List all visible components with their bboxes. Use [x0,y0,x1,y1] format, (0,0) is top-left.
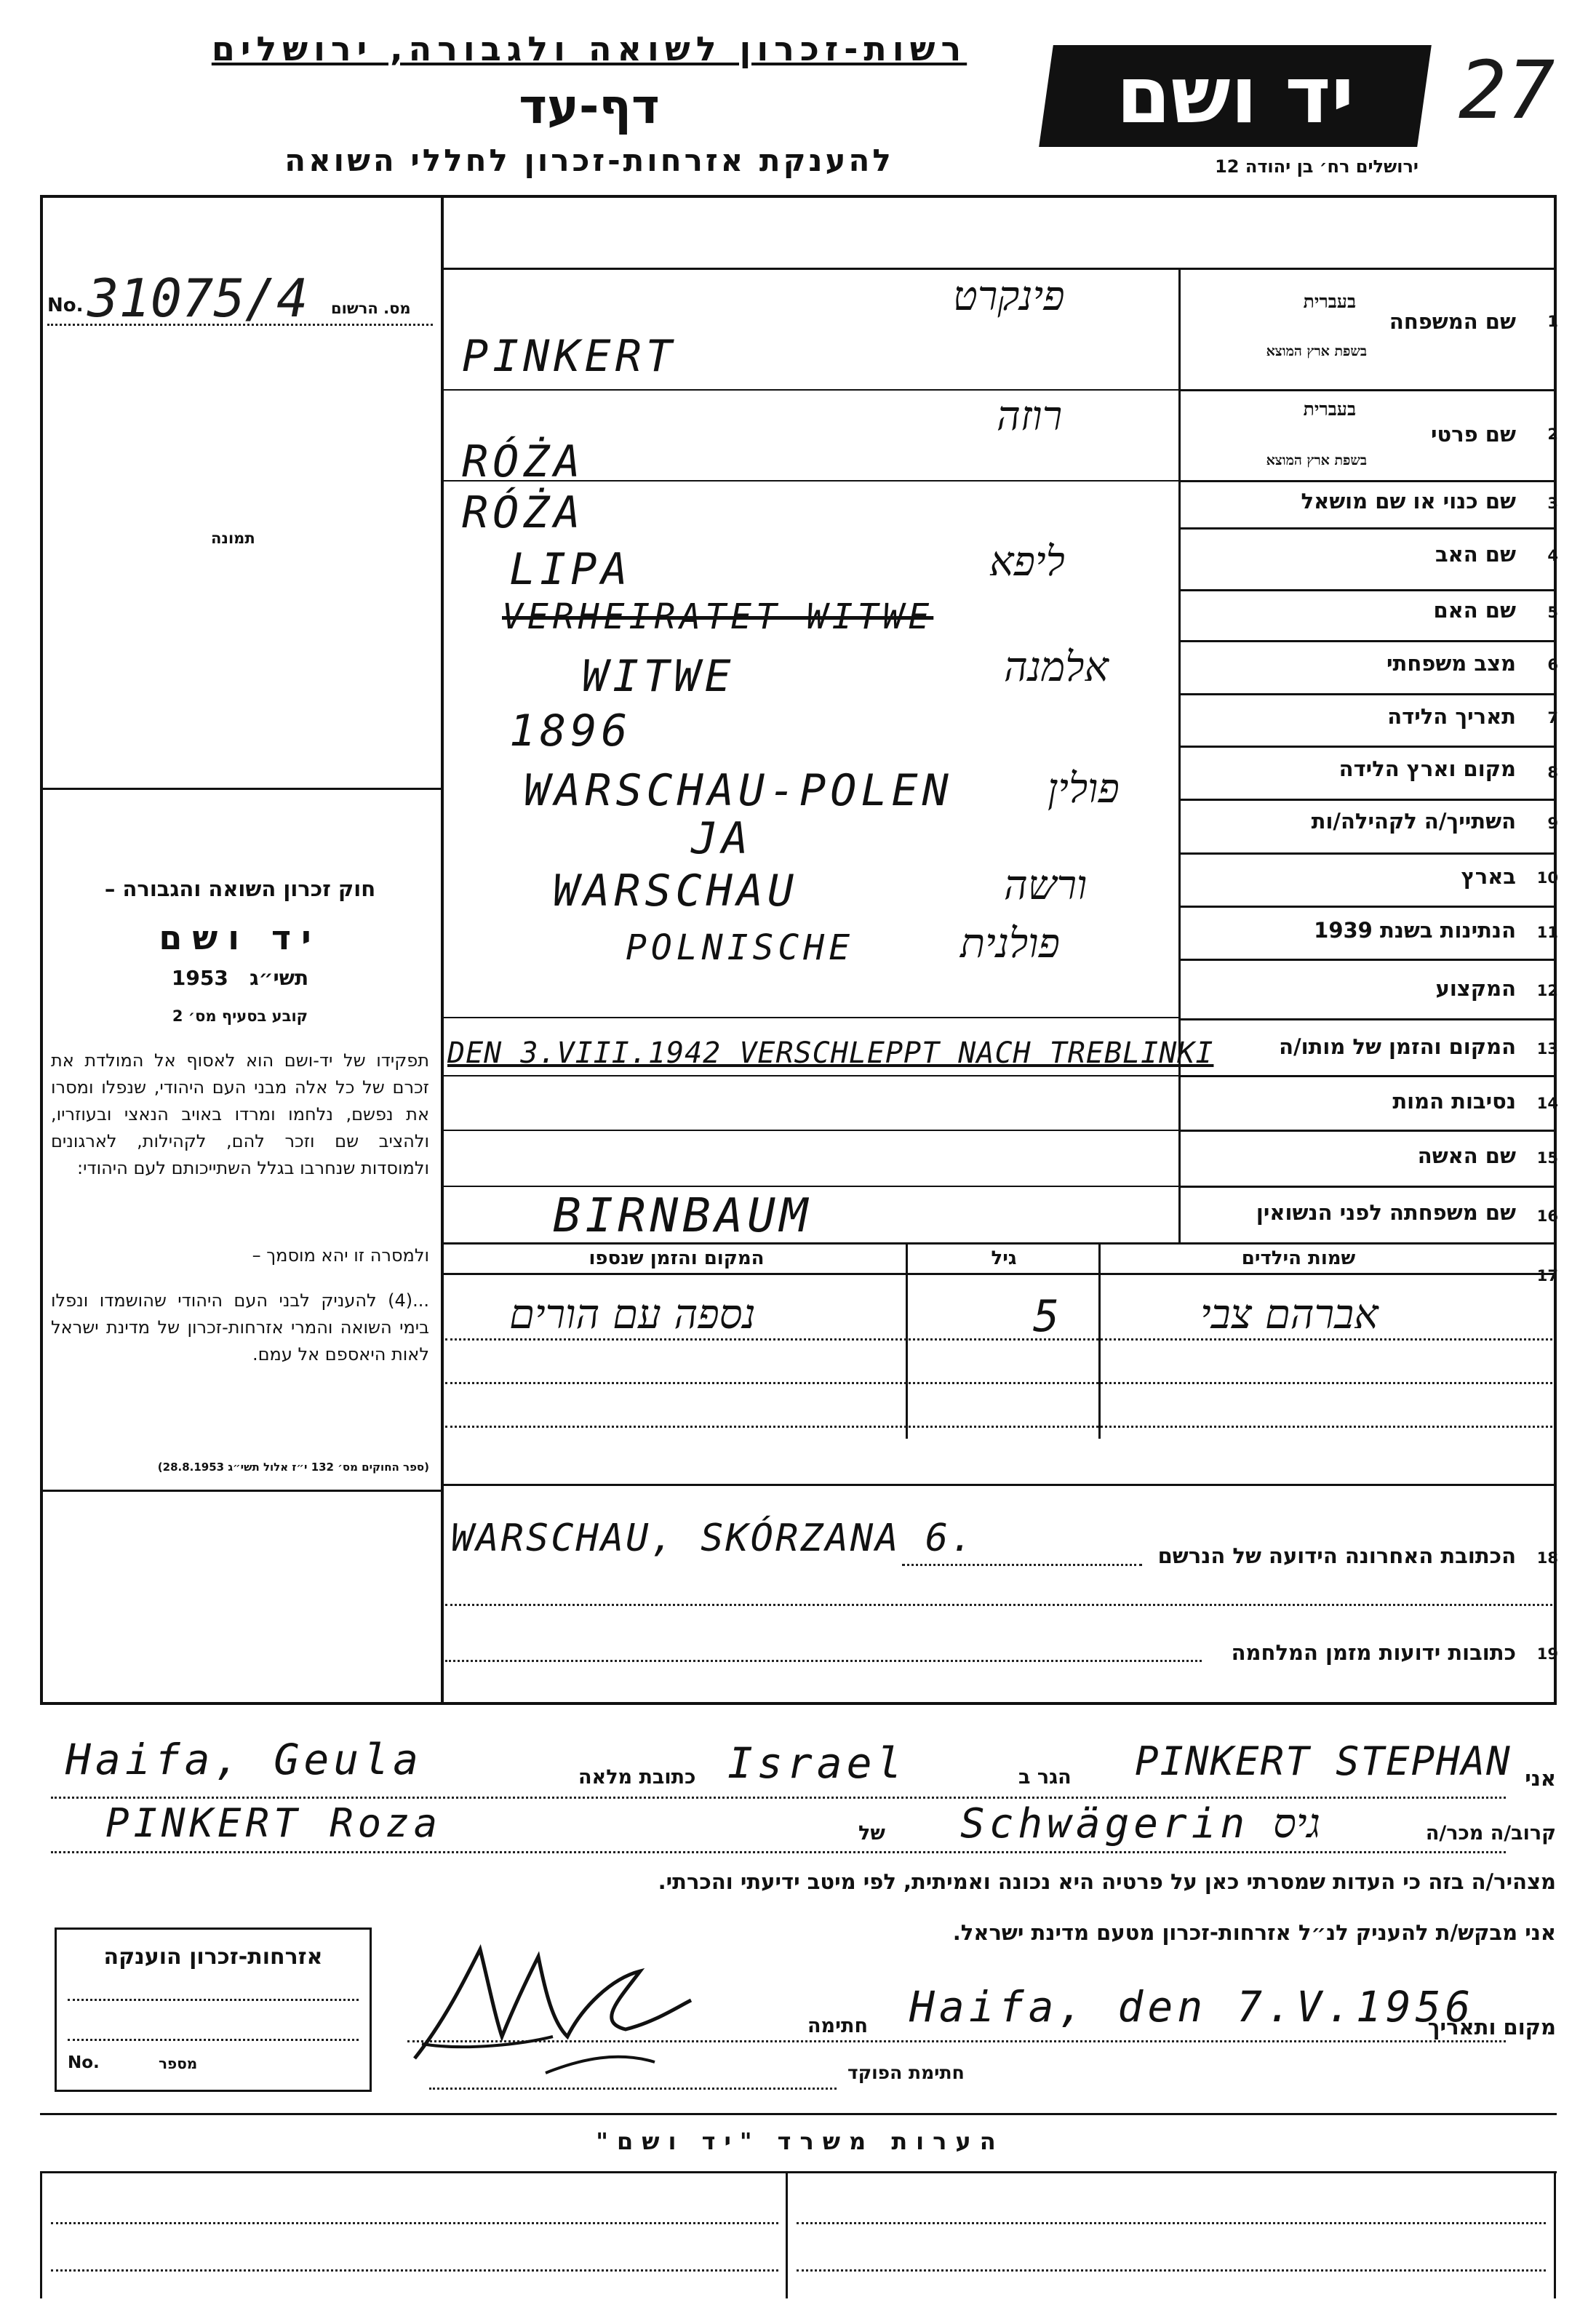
field-16-label: שם משפחתה לפני הנשואין [1256,1200,1516,1225]
office-notes-title: הערות משרד "יד ושם" [596,2128,1005,2155]
lives-in-label: הגר ב [1018,1766,1072,1789]
field-6-hebrew-value: אלמנה [1004,644,1109,691]
field-4-value: LIPA [509,544,632,595]
child-1-age: 5 [1033,1291,1064,1342]
field-12-number: 12 [1536,982,1558,999]
field-6-number: 6 [1547,656,1558,674]
logo-address: ירושלים רח׳ בן יהודה 12 [1215,156,1419,177]
field-14-number: 14 [1536,1095,1558,1112]
photo-label: תמונה [211,530,255,547]
field-3-value: RÓŻA [462,487,585,538]
of-label: של [858,1822,885,1845]
logo-text: יד ושם [1116,50,1354,141]
field-4-label: שם האב [1435,542,1516,567]
full-address-value: Haifa, Geula [65,1735,423,1784]
field-9-label: השתייך/ה לקהילה/ות [1311,809,1516,834]
field-7-value: 1896 [509,706,632,756]
field-15-number: 15 [1536,1149,1558,1167]
field-18-number: 18 [1536,1549,1558,1567]
law-source: (ספר החוקים מס׳ 132 י״ז אלול תשי״ג 28.8.1953) [157,1461,429,1474]
field-16-value: BIRNBAUM [553,1189,813,1243]
place-date-label: מקום ותאריך [1427,2015,1556,2040]
field-19-label: כתובות ידועות מזמן המלחמה [1231,1640,1516,1665]
certificate-title: אזרחות-זכרון הוענקה [103,1944,323,1970]
field-2-label: שם פרטי [1430,422,1516,447]
relation-value: Schwägerin [960,1800,1250,1847]
declaration-text: מצהיר/ה בזה כי העדות שמסרתי כאן על פרטיה היא נכונה ואמיתית, לפי מיטב ידיעתי והכרתי. [658,1869,1556,1894]
field-1-hebrew-value: פינקרט [953,273,1065,320]
signature-scribble [378,1935,706,2088]
field-11-number: 11 [1536,924,1558,941]
field-10-number: 10 [1536,869,1558,887]
field-1-origin-sublabel: בשפת ארץ המוצא [1266,343,1367,359]
logo [1039,45,1432,147]
children-place-header: המקום והזמן שנספו [588,1247,765,1269]
of-name-value: PINKERT Roza [105,1800,442,1846]
field-2-number: 2 [1547,426,1558,443]
field-2-latin-value: RÓŻA [462,436,585,487]
field-1-label: שם המשפחה [1389,309,1516,334]
law-title: חוק זכרון השואה והגבורה – [104,876,376,901]
authority-title: רשות-זכרון לשואה ולגבורה, ירושלים [211,29,967,68]
child-1-name: אברהם צבי [1200,1291,1378,1338]
law-text-2: ולמסרה זו יהא מוסמך – [252,1245,429,1266]
field-13-number: 13 [1536,1040,1558,1058]
law-text-3: ...(4) להעניק לבני העם היהודי שהושמדו ונפלו בימי השואה והמרי אזרחות-זכרון של מדינת ישראל לאות היאספם אל עמם. [51,1290,429,1365]
relation-label: קרוב/ה מכר/ה [1425,1822,1556,1845]
field-13-value: DEN 3.VIII.1942 VERSCHLEPPT NACH TREBLINKI [447,1036,1214,1070]
field-17-number: 17 [1536,1267,1558,1285]
field-8-label: מקום וארץ הלידה [1338,756,1516,781]
field-4-number: 4 [1547,547,1558,564]
registration-number: 31075/4 [87,268,308,329]
field-3-number: 3 [1547,495,1558,512]
field-11-value: POLNISCHE [626,927,855,968]
field-7-number: 7 [1547,709,1558,727]
full-address-label: כתובת מלאה [578,1766,696,1789]
field-8-number: 8 [1547,764,1558,781]
law-clause: קובע בסעיף מס׳ 2 [172,1007,308,1025]
children-age-header: גיל [991,1247,1017,1269]
field-10-label: בארץ [1461,864,1516,889]
signature-label: חתימה [807,2015,869,2037]
law-year [51,966,429,990]
field-9-value: JA [691,813,753,864]
field-1-hebrew-sublabel: בעברית [1303,291,1356,312]
request-text: אני מבקש/ת להעניק לנ״ל אזרחות-זכרון מטעם מדינת ישראל. [952,1920,1556,1945]
declarant-name: PINKERT STEPHAN [1135,1738,1512,1784]
form-subtitle: להענקת אזרחות-זכרון לחללי השואה [284,143,894,178]
field-7-label: תאריך הלידה [1387,704,1516,729]
field-14-label: נסיבות המות [1392,1089,1516,1114]
field-15-label: שם האשה [1417,1143,1516,1168]
children-names-header: שמות הילדים [1241,1247,1356,1269]
field-5-number: 5 [1547,604,1558,621]
certificate-no-label: No. [68,2053,100,2072]
field-8-value: WARSCHAU-POLEN [524,765,953,816]
place-date-value: Haifa, den 7.V.1956 [909,1982,1475,2032]
field-12-label: המקצוע [1435,976,1516,1001]
declarant-ani-label: אני [1525,1766,1556,1791]
form-title: דף-עד [519,79,660,135]
law-text-1: תפקידו של יד-ושם הוא לאסוף אל המולדת את זכרם של כל אלה מבני העם היהודי, שנפלו ומסרו את נפשם, נלחמו ומרדו באויב הנאצי ובעוזריו, ולהציב שם וזכר להם, לקהילות, לארגונים ולמוסדות שנחרבו בגלל השתייכותם לעם היהודי: [51,1050,429,1178]
field-6-value: WITWE [582,651,735,702]
field-4-hebrew-value: ליפא [989,538,1065,586]
field-18-label: הכתובת האחרונה הידועה של הנרשם [1157,1543,1516,1568]
field-3-label: שם כנוי או שם מושאל [1301,489,1516,514]
field-16-number: 16 [1536,1207,1558,1225]
field-2-hebrew-sublabel: בעברית [1303,399,1356,420]
field-10-value: WARSCHAU [553,866,798,916]
field-11-hebrew-value: פולנית [960,920,1060,967]
field-5-label: שם האם [1433,598,1516,623]
field-19-number: 19 [1536,1645,1558,1663]
law-name: יד ושם [159,918,322,957]
field-8-hebrew-value: פולין [1048,765,1120,812]
field-18-value: WARSCHAU, SKÓRZANA 6. [451,1517,975,1560]
field-11-label: הנתינות בשנת 1939 [1314,918,1516,943]
page-mark: 27 [1459,44,1555,137]
field-2-hebrew-value: רוזה [997,393,1063,440]
registration-no-label: No. [47,295,84,316]
law-year-hebrew: תשי״ג [250,966,309,990]
field-5-value-struck: VERHEIRATET WITWE [502,596,934,637]
relation-hebrew: גיס [1273,1800,1321,1847]
child-1-place: נספה עם הורים [509,1291,756,1338]
registration-label: מס. הרשום [331,300,411,317]
field-10-hebrew-value: ורשה [1004,862,1088,909]
lives-in-value: Israel [727,1738,906,1788]
field-1-latin-value: PINKERT [462,331,677,382]
field-9-number: 9 [1547,815,1558,832]
law-year-number: 1953 [171,966,228,990]
field-13-label: המקום והזמן של מותו/ה [1279,1034,1516,1059]
field-2-origin-sublabel: בשפת ארץ המוצא [1266,452,1367,468]
certificate-box [55,1928,372,2092]
certificate-no-hebrew: מספר [159,2055,198,2072]
field-6-label: מצב משפחתי [1386,651,1516,676]
field-1-number: 1 [1547,313,1558,330]
official-signature-label: חתימת הפוקד [847,2062,965,2083]
